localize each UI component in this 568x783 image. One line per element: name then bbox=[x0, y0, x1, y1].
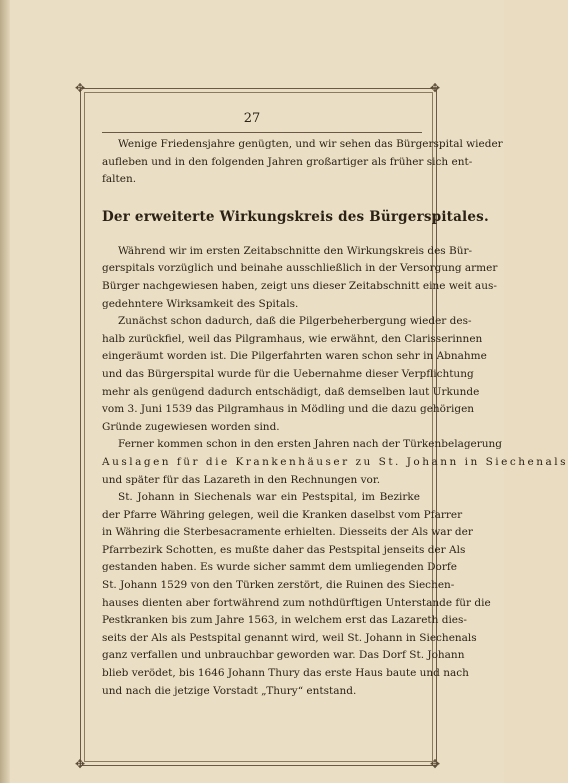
text-line: hauses dienten aber fortwährend zum nothdürftigen Unterstande für die bbox=[102, 596, 491, 609]
text-line: gestanden haben. Es wurde sicher sammt dem umliegenden Dorfe bbox=[102, 561, 457, 574]
text-line: in Währing die Sterbesacramente erhielten. Diesseits der Als war der bbox=[102, 526, 473, 539]
body-text bbox=[102, 136, 568, 700]
text-line: und nach die jetzige Vorstadt „Thury“ entstand. bbox=[102, 684, 357, 697]
text-line: blieb verödet, bis 1646 Johann Thury das erste Haus baute und nach bbox=[102, 667, 469, 680]
text-line: mehr als genügend dadurch entschädigt, daß demselben laut Urkunde bbox=[102, 385, 480, 398]
text-line: Zunächst schon dadurch, daß die Pilgerbeherbergung wieder des- bbox=[118, 315, 472, 328]
text-line: St. Johann 1529 von den Türken zerstört, die Ruinen des Siechen- bbox=[102, 579, 455, 592]
text-line: und später für das Lazareth in den Rechnungen vor. bbox=[102, 473, 381, 486]
text-line: der Pfarre Währing gelegen, weil die Kranken daselbst vom Pfarrer bbox=[102, 508, 463, 521]
text-line: St. Johann in Siechenals war ein Pestspital, im Bezirke bbox=[118, 491, 420, 504]
text-line: Pfarrbezirk Schotten, es mußte daher das Pestspital jenseits der Als bbox=[102, 543, 466, 556]
text-line: Auslagen für die Krankenhäuser zu St. Johann in Siechenals bbox=[102, 455, 568, 468]
text-line: Pestkranken bis zum Jahre 1563, in welchem erst das Lazareth dies- bbox=[102, 614, 467, 627]
text-line: eingeräumt worden ist. Die Pilgerfahrten waren schon sehr in Abnahme bbox=[102, 350, 487, 363]
text-line: halb zurückfiel, weil das Pilgramhaus, wie erwähnt, den Clarisserinnen bbox=[102, 332, 483, 345]
section-heading: Der erweiterte Wirkungskreis des Bürgerspitales. bbox=[102, 208, 489, 225]
text-line: Gründe zugewiesen worden sind. bbox=[102, 420, 280, 433]
text-line: seits der Als als Pestspital genannt wird, weil St. Johann in Siechenals bbox=[102, 631, 477, 644]
page-number-rule bbox=[102, 132, 422, 133]
page-number: 27 bbox=[243, 111, 261, 126]
text-line: Ferner kommen schon in den ersten Jahren nach der Türkenbelagerung bbox=[118, 438, 503, 451]
text-line: vom 3. Juni 1539 das Pilgramhaus in Mödling und die dazu gehörigen bbox=[102, 403, 475, 416]
text-line: Während wir im ersten Zeitabschnitte den Wirkungskreis des Bür- bbox=[118, 244, 473, 257]
text-line: ganz verfallen und unbrauchbar geworden war. Das Dorf St. Johann bbox=[102, 649, 465, 662]
text-line: und das Bürgerspital wurde für die Uebernahme dieser Verpflichtung bbox=[102, 367, 474, 380]
text-line: falten. bbox=[102, 173, 137, 186]
corner-ornament-icon: ✥ bbox=[74, 757, 86, 771]
text-line: gerspitals vorzüglich und beinahe ausschließlich in der Versorgung armer bbox=[102, 262, 498, 275]
corner-ornament-icon: ✥ bbox=[429, 81, 441, 95]
text-line: Wenige Friedensjahre genügten, und wir sehen das Bürgerspital wieder bbox=[118, 138, 503, 150]
corner-ornament-icon: ✥ bbox=[74, 81, 86, 95]
text-line: gedehntere Wirksamkeit des Spitals. bbox=[102, 297, 299, 310]
corner-ornament-icon: ✥ bbox=[429, 757, 441, 771]
text-line: aufleben und in den folgenden Jahren großartiger als früher sich ent- bbox=[102, 155, 473, 168]
text-line: Bürger nachgewiesen haben, zeigt uns dieser Zeitabschnitt eine weit aus- bbox=[102, 279, 497, 292]
